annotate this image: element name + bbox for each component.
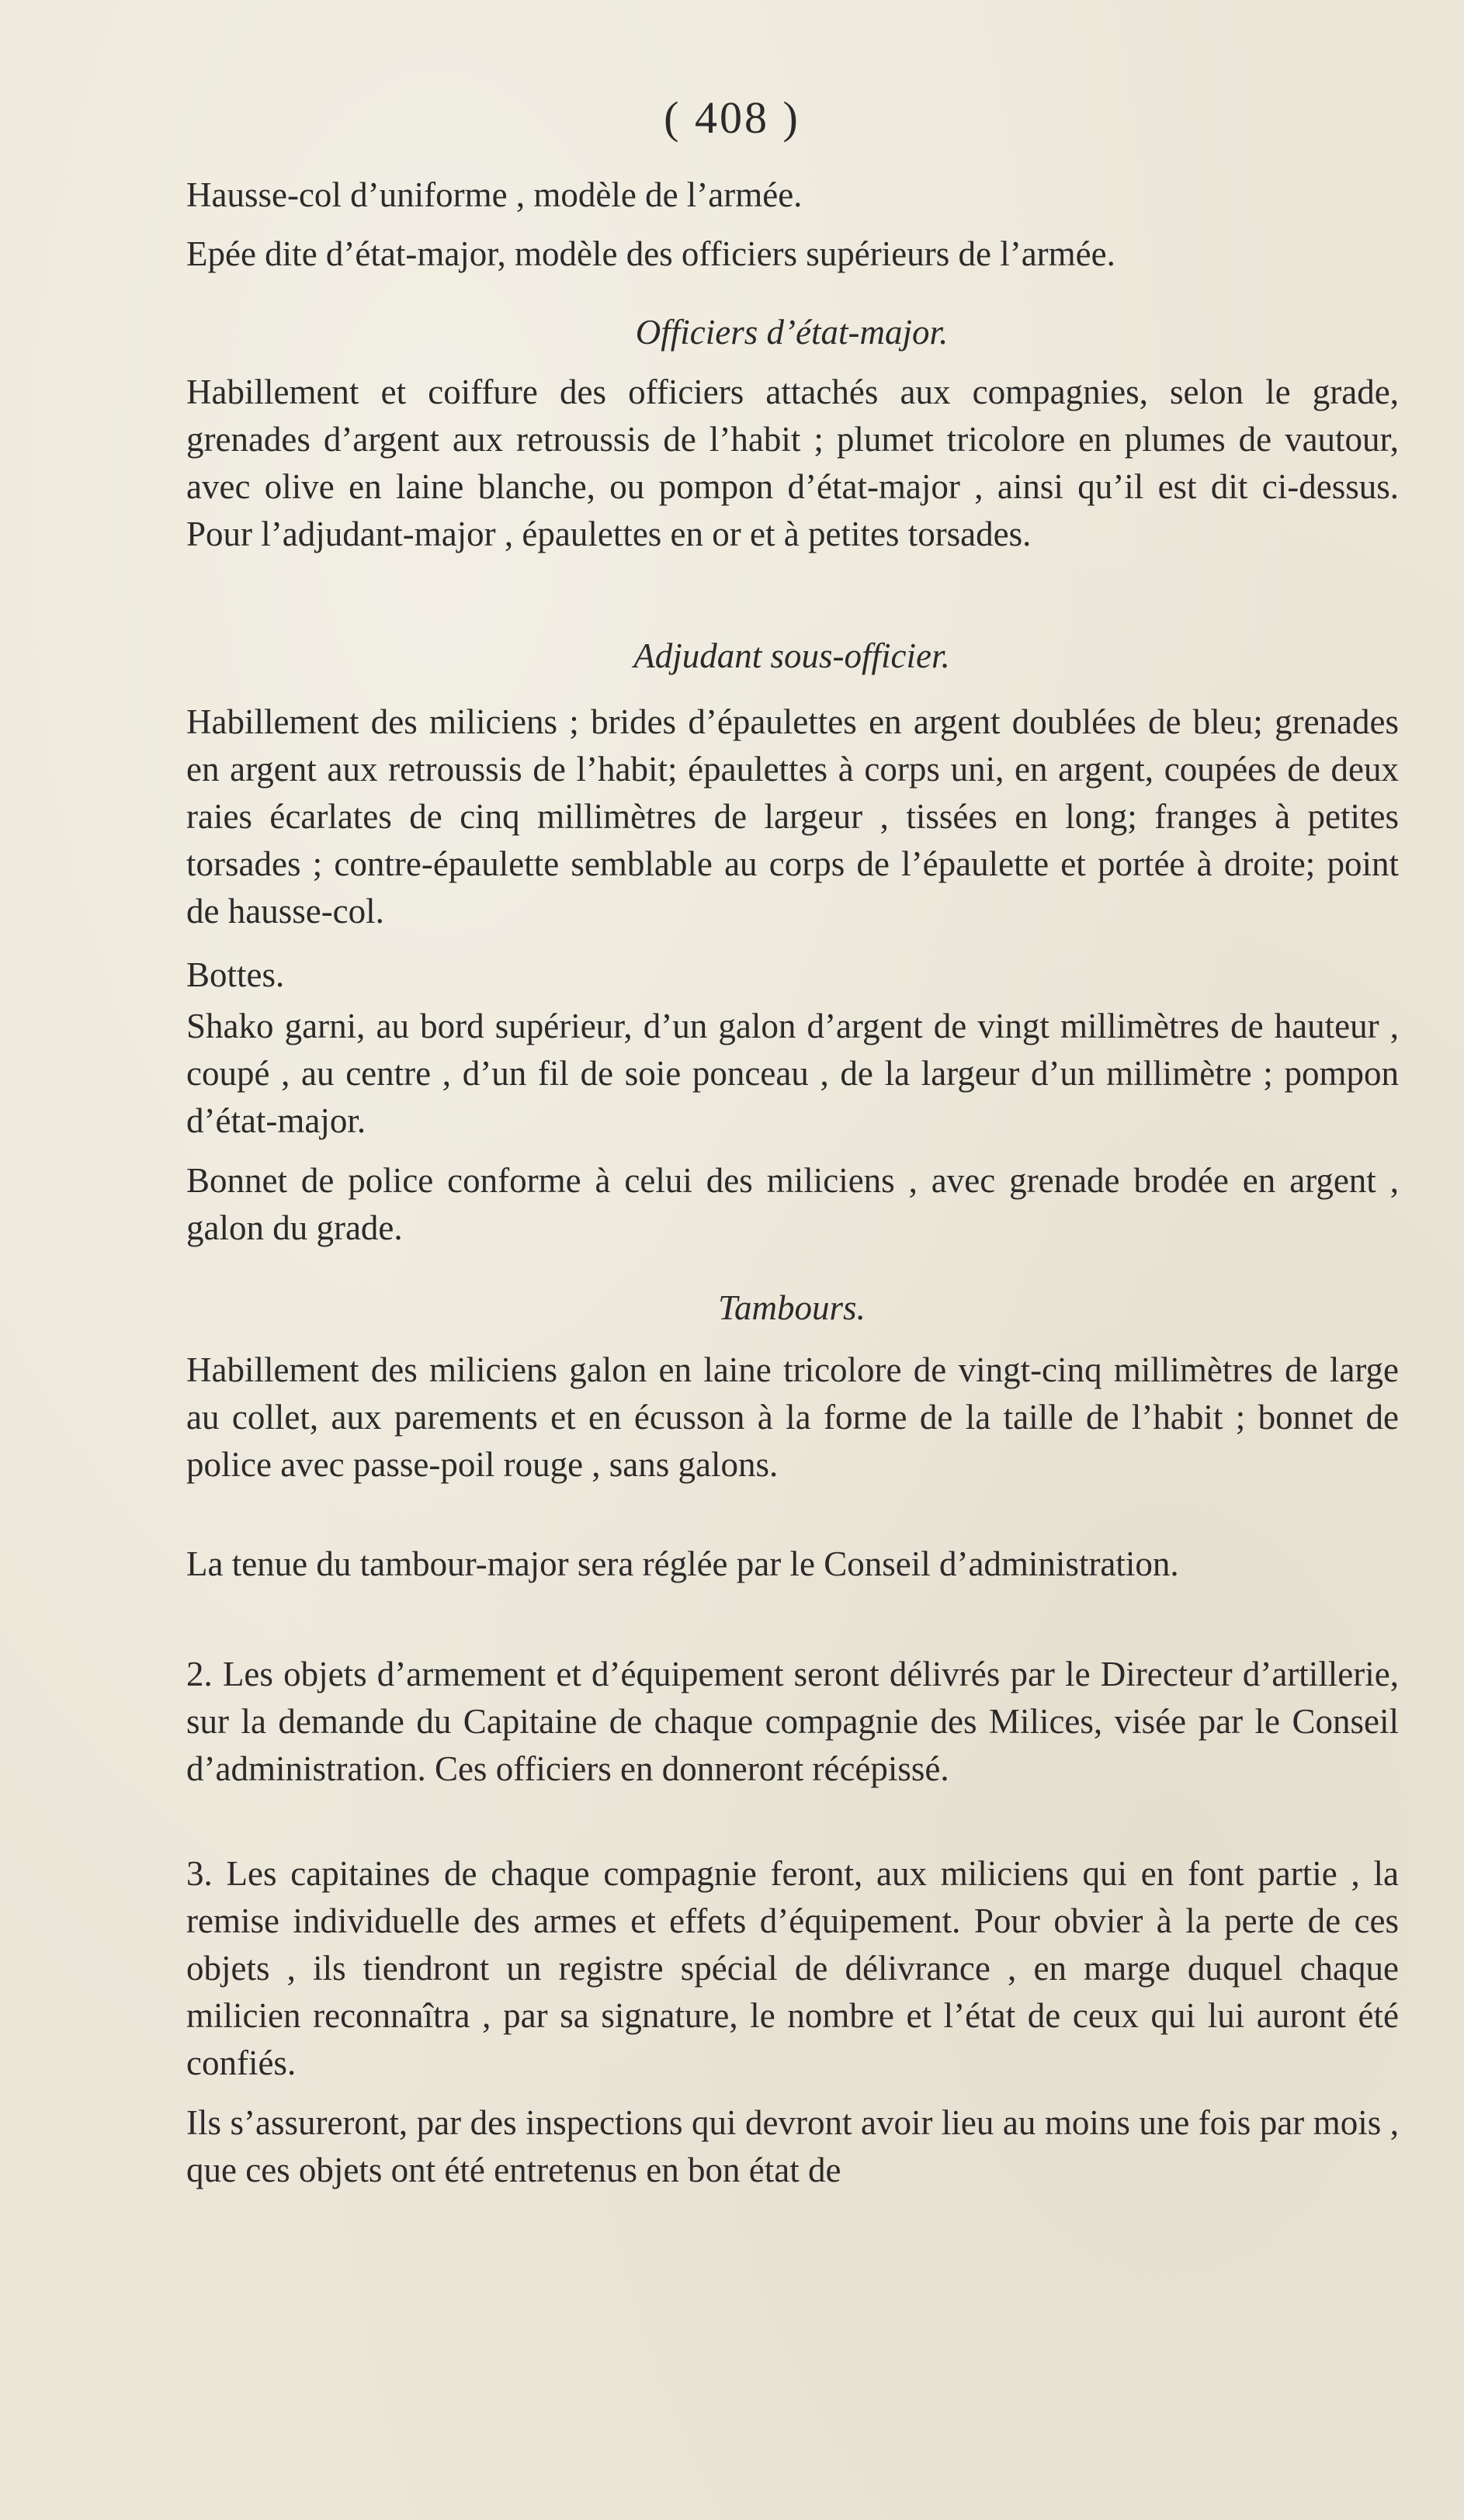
page-number: ( 408 ): [664, 92, 800, 143]
paragraph: Habillement et coiffure des officiers attachés aux compagnies, selon le grade, grenades d’argent aux retroussis de l’habit ; plumet tricolore en plumes de vautour, avec olive en laine blanche, ou pompon d’état-major , ainsi qu’il est dit ci-dessus. Pour l’adjudant-major , épaulettes en or et à petites torsades.: [186, 373, 1399, 553]
paragraph: Habillement des miliciens ; brides d’épaulettes en argent doublées de bleu; grenades en argent aux retroussis de l’habit; épaulettes à corps uni, en argent, coupées de deux raies écarlates de cinq millimètres de largeur , tissées en long; franges à petites torsades ; contre-épaulette semblable au corps de l’épaulette et portée à droite; point de hausse-col.: [186, 702, 1399, 931]
paragraph: Bonnet de police conforme à celui des miliciens , avec grenade brodée en argent , galon du grade.: [186, 1161, 1399, 1247]
text-line: Hausse-col d’uniforme , modèle de l’armée.: [186, 175, 803, 214]
paragraph: La tenue du tambour-major sera réglée par le Conseil d’administration.: [186, 1544, 1179, 1583]
paragraph: Shako garni, au bord supérieur, d’un galon d’argent de vingt millimètres de hauteur , coupé , au centre , d’un fil de soie ponceau , de la largeur d’un millimètre ; pompon d’état-major.: [186, 1007, 1399, 1140]
text-line: Epée dite d’état-major, modèle des officiers supérieurs de l’armée.: [186, 234, 1115, 273]
paragraph: 2. Les objets d’armement et d’équipement seront délivrés par le Directeur d’artillerie, sur la demande du Capitaine de chaque compagnie des Milices, visée par le Conseil d’administration. Ces officiers en donneront récépissé.: [186, 1655, 1399, 1788]
section-heading: Tambours.: [718, 1288, 866, 1327]
text-line: Bottes.: [186, 955, 285, 994]
paragraph: Ils s’assureront, par des inspections qui devront avoir lieu au moins une fois par mois , que ces objets ont été entretenus en bon état de: [186, 2103, 1399, 2189]
section-heading: Adjudant sous-officier.: [633, 636, 950, 675]
section-heading: Officiers d’état-major.: [635, 313, 949, 352]
paragraph: Habillement des miliciens galon en laine tricolore de vingt-cinq millimètres de large au collet, aux parements et en écusson à la forme de la taille de l’habit ; bonnet de police avec passe-poil rouge , sans galons.: [186, 1350, 1399, 1484]
paragraph: 3. Les capitaines de chaque compagnie feront, aux miliciens qui en font partie , la remise individuelle des armes et effets d’équipement. Pour obvier à la perte de ces objets , ils tiendront un registre spécial de délivrance , en marge duquel chaque milicien reconnaîtra , par sa signature, le nombre et l’état de ceux qui lui auront été confiés.: [186, 1854, 1399, 2082]
